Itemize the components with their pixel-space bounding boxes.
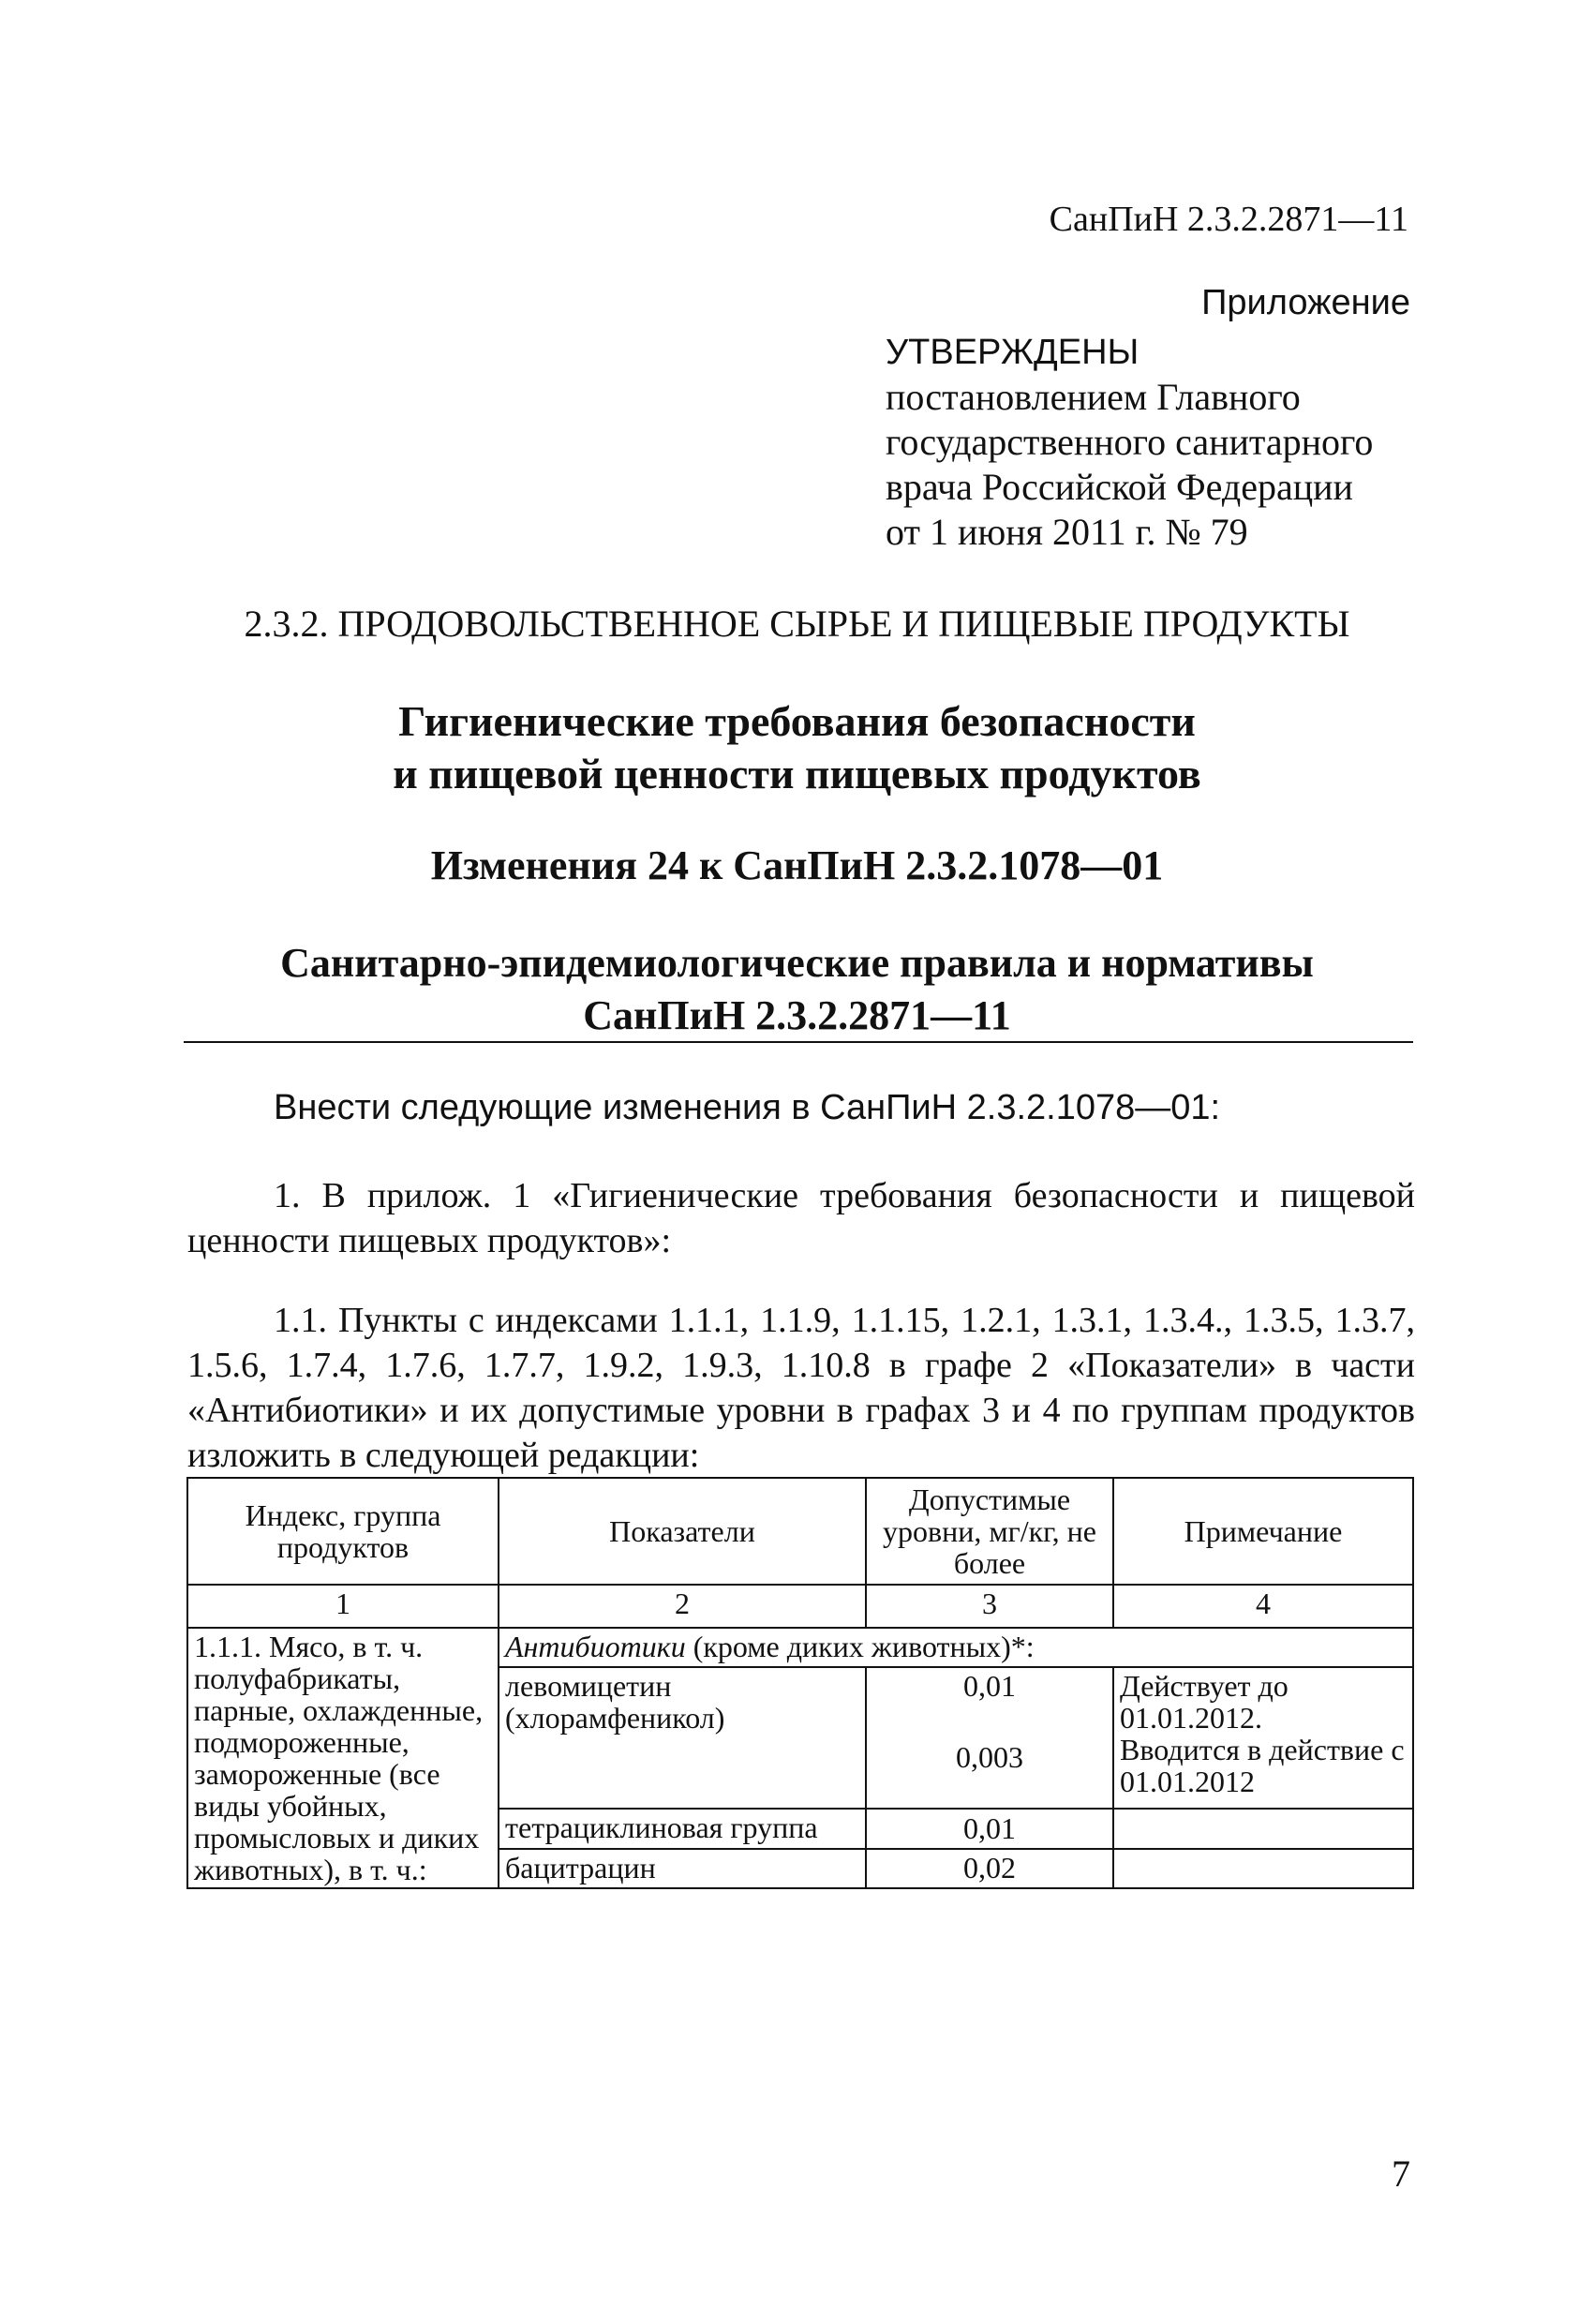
approval-block — [886, 330, 1373, 555]
rules-line: Санитарно-эпидемиологические правила и нормативы — [280, 940, 1314, 986]
rules-heading — [0, 937, 1594, 1042]
header-cell-notes: Примечание — [1113, 1478, 1413, 1585]
antibiotics-subheading — [499, 1628, 1413, 1667]
approval-line: государственного санитарного — [886, 421, 1374, 463]
product-group-cell: 1.1.1. Мясо, в т. ч. полуфабрикаты, парные, охлажденные, подмороженные, замороженные (все виды убойных, промысловых и диких животных), в т. ч.: — [187, 1628, 499, 1888]
title-line: Гигиенические требования безопасности — [398, 697, 1196, 745]
intro-paragraph: Внести следующие изменения в СанПиН 2.3.2.1078—01: — [274, 1088, 1221, 1127]
header-cell-index: Индекс, группа продуктов — [187, 1478, 499, 1585]
column-number-row — [187, 1585, 1413, 1628]
level-cell: 0,02 — [866, 1849, 1113, 1888]
column-number: 3 — [866, 1585, 1113, 1628]
approval-line: постановлением Главного — [886, 376, 1301, 418]
indicator-cell: тетрациклиновая группа — [499, 1809, 866, 1848]
note-cell — [1113, 1849, 1413, 1888]
approval-line: от 1 июня 2011 г. № 79 — [886, 511, 1248, 553]
horizontal-rule — [184, 1041, 1413, 1043]
level-value: 0,003 — [956, 1740, 1023, 1775]
paragraph-1-1: 1.1. Пункты с индексами 1.1.1, 1.1.9, 1.1.15, 1.2.1, 1.3.1, 1.3.4., 1.3.5, 1.3.7, 1.5.6, 1.7.4, 1.7.6, 1.7.7, 1.9.2, 1.9.3, 1.10.8 в графе 2 «Показатели» в части «Антибиотики» и их допустимые уровни в графах 3 и 4 по группам продуктов изложить в следующей редакции: — [187, 1301, 1415, 1475]
indicator-cell: левомицетин (хлорамфеникол) — [499, 1667, 866, 1809]
note-cell — [1113, 1809, 1413, 1848]
title-line: и пищевой ценности пищевых продуктов — [393, 750, 1201, 797]
appendix-label: Приложение — [1201, 283, 1410, 322]
column-number: 4 — [1113, 1585, 1413, 1628]
note-text: Действует до 01.01.2012. — [1120, 1669, 1289, 1736]
table-row — [187, 1628, 1413, 1667]
level-cell: 0,01 — [866, 1809, 1113, 1848]
document-code: СанПиН 2.3.2.2871—11 — [1049, 200, 1408, 239]
level-spacer — [872, 1702, 1107, 1741]
limits-table — [186, 1477, 1414, 1889]
header-cell-levels: Допустимые уровни, мг/кг, не более — [866, 1478, 1113, 1585]
section-heading: 2.3.2. ПРОДОВОЛЬСТВЕННОЕ СЫРЬЕ И ПИЩЕВЫЕ ПРОДУКТЫ — [244, 603, 1350, 645]
header-cell-indicators: Показатели — [499, 1478, 866, 1585]
antibiotics-suffix: (кроме диких животных)*: — [685, 1630, 1035, 1663]
approval-line: врача Российской Федерации — [886, 466, 1353, 508]
column-number: 2 — [499, 1585, 866, 1628]
column-number: 1 — [187, 1585, 499, 1628]
indicator-cell: бацитрацин — [499, 1849, 866, 1888]
note-cell — [1113, 1667, 1413, 1809]
document-title — [0, 695, 1594, 800]
paragraph-1: 1. В прилож. 1 «Гигиенические требования безопасности и пищевой ценности пищевых продуктов»: — [187, 1176, 1415, 1260]
approval-heading: УТВЕРЖДЕНЫ — [886, 333, 1140, 372]
table-header-row — [187, 1478, 1413, 1585]
level-cell — [866, 1667, 1113, 1809]
amendment-heading: Изменения 24 к СанПиН 2.3.2.1078—01 — [430, 842, 1164, 888]
note-text: Вводится в действие с 01.01.2012 — [1120, 1733, 1405, 1799]
rules-line: СанПиН 2.3.2.2871—11 — [583, 992, 1011, 1038]
level-value: 0,01 — [963, 1669, 1016, 1704]
page-number: 7 — [1392, 2153, 1410, 2195]
antibiotics-label: Антибиотики — [505, 1630, 686, 1663]
